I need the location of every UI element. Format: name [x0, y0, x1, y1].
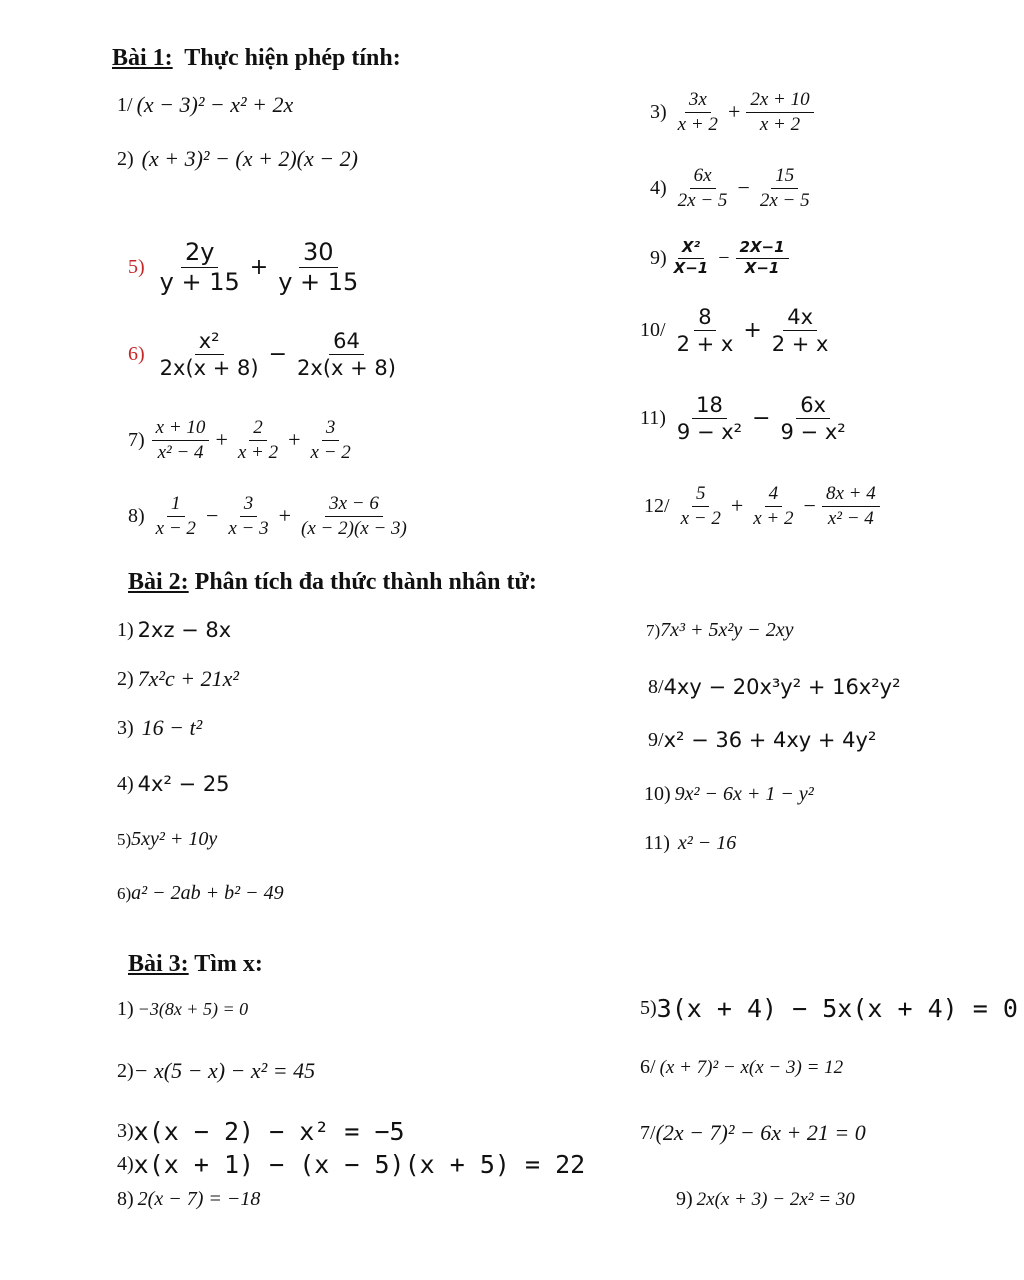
bai1-item-10: 10/ $\frac{8}{2 + x}$ + $\frac{4x}{2 + x}$: [640, 305, 829, 357]
bai2-item-7: 7) 7x³ + 5x²y − 2xy: [646, 619, 794, 641]
bai2-heading: Bài 2: Phân tích đa thức thành nhân tử:: [128, 569, 537, 595]
bai3-item-3: 3) x(x − 2) − x² = −5: [117, 1117, 405, 1146]
bai1-heading: Bài 1: Thực hiện phép tính:: [112, 45, 401, 71]
bai2-item-5: 5) 5xy² + 10y: [117, 828, 218, 850]
bai1-item-6: 6) $\frac{\text{x²}}{2x(x + 8)}$ − $\frac{64}{2x(x + 8)}$: [128, 329, 396, 381]
bai1-item-9: 9) $\frac{\text{X²}}{X-1}$ − $\frac{2X-1}{X-1}$: [650, 240, 792, 277]
bai3-heading: Bài 3: Tìm x:: [128, 951, 263, 977]
bai3-item-9: 9) 2x(x + 3) − 2x² = 30: [676, 1188, 855, 1210]
bai1-item-8: 8) $\frac{1}{x - 2}$ − $\frac{3}{x - 3}$ + $\frac{3x - 6}{(x - 2)(x - 3)}$: [128, 493, 407, 539]
bai3-item-7: 7/ (2x − 7)² − 6x + 21 = 0: [640, 1120, 866, 1145]
bai2-item-3: 3) 16 − t²: [117, 715, 203, 740]
bai3-item-5: 5) 3(x + 4) − 5x(x + 4) = 0: [640, 994, 1018, 1023]
bai1-item-7: 7) $\frac{x + 10}{\text{x² − 4}}$ + $\frac{2}{x + 2}$ + $\frac{3}{x - 2}$: [128, 417, 351, 463]
bai1-item-4: 4) $\frac{6x}{2x - 5}$ − $\frac{15}{2x - 5}$: [650, 165, 810, 211]
bai1-item-5: 5) $\frac{2y}{y + 15}$ + $\frac{30}{y + 15}$: [128, 238, 359, 297]
bai2-item-10: 10) 9x² − 6x + 1 − y²: [644, 783, 814, 805]
bai1-item-12: 12/ $\frac{5}{x - 2}$ + $\frac{4}{x + 2}$ − $\frac{8x + 4}{\text{x² − 4}}$: [644, 484, 883, 529]
bai3-item-4: 4) x(x + 1) − (x − 5)(x + 5) = 22: [117, 1150, 586, 1179]
bai2-item-1: 1) 2xz − 8x: [117, 618, 232, 642]
bai3-item-6: 6/ (x + 7)² − x(x − 3) = 12: [640, 1056, 844, 1078]
bai2-item-4: 4) 4x² − 25: [117, 772, 230, 796]
bai3-item-8: 8) 2(x − 7) = −18: [117, 1188, 261, 1210]
bai2-item-8: 8/ 4xy − 20x³y² + 16x²y²: [648, 675, 901, 699]
bai2-item-9: 9/ x² − 36 + 4xy + 4y²: [648, 728, 877, 752]
bai2-item-11: 11) x² − 16: [644, 832, 737, 854]
bai2-item-2: 2) 7x²c + 21x²: [117, 666, 240, 691]
bai2-item-6: 6) a² − 2ab + b² − 49: [117, 882, 284, 904]
bai3-item-1: 1) −3(8x + 5) = 0: [117, 998, 249, 1020]
bai1-item-11: 11) $\frac{18}{\text{9 − x²}}$ − $\frac{6x}{\text{9 − x²}}$: [640, 393, 846, 445]
bai1-item-2: 2) (x + 3)² − (x + 2)(x − 2): [117, 146, 358, 171]
bai1-item-1: 1/ (x − 3)² − x² + 2x: [117, 92, 294, 117]
bai3-item-2: 2) − x(5 − x) − x² = 45: [117, 1058, 316, 1083]
bai1-item-3: 3) $\frac{3x}{x + 2}$ + $\frac{2x + 10}{x + 2}$: [650, 90, 817, 135]
